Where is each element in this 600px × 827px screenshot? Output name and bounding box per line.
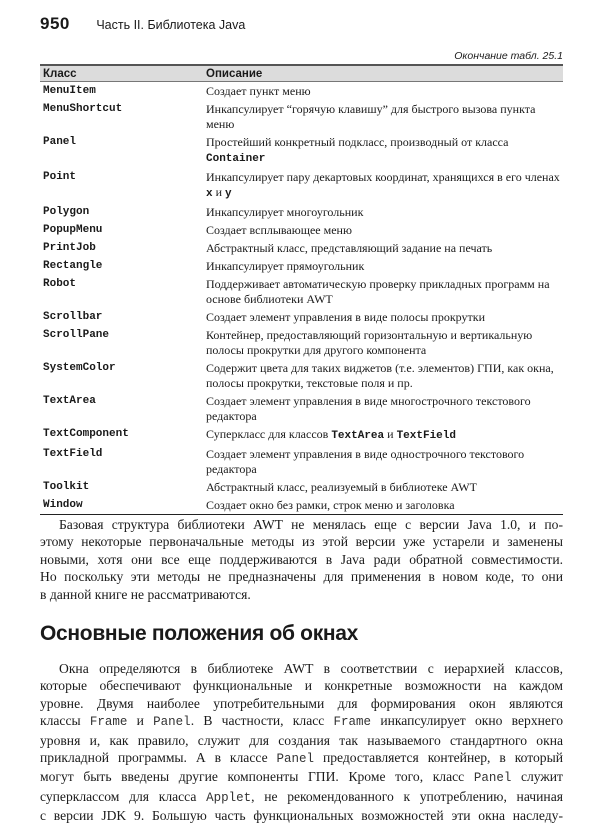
text-run: которые обеспечивают функциональные и конкретные возможности на каждом bbox=[40, 678, 563, 694]
class-description bbox=[203, 133, 563, 168]
text-line bbox=[40, 568, 563, 585]
class-name: MenuShortcut bbox=[43, 102, 123, 115]
text-run: Простейший конкретный подкласс, производный от класса bbox=[206, 134, 509, 149]
class-name: SystemColor bbox=[43, 361, 116, 374]
class-description bbox=[203, 308, 563, 326]
class-name: MenuItem bbox=[43, 84, 96, 97]
text-line bbox=[40, 732, 563, 749]
text-run: классы bbox=[40, 713, 90, 729]
table-row bbox=[40, 308, 563, 326]
text-run: Абстрактный класс, представляющий задание на печать bbox=[206, 240, 493, 255]
text-run: этому некоторые первоначальные методы из этой версии уже устарели и заменены bbox=[40, 534, 563, 550]
code-identifier: TextField bbox=[396, 429, 456, 442]
text-run: уровня и, как правило, служит для создания так называемого стандартного окна bbox=[40, 732, 563, 748]
class-description bbox=[203, 392, 563, 425]
section-heading: Основные положения об окнах bbox=[40, 622, 359, 645]
table-row bbox=[40, 425, 563, 445]
class-name: Toolkit bbox=[43, 480, 90, 493]
table-caption: Окончание табл. 25.1 bbox=[454, 50, 563, 62]
text-run: Создает всплывающее меню bbox=[206, 222, 352, 237]
class-description bbox=[203, 275, 563, 308]
class-description bbox=[203, 82, 563, 101]
class-description bbox=[203, 203, 563, 221]
class-name: Scrollbar bbox=[43, 310, 103, 323]
code-identifier: Panel bbox=[473, 771, 512, 786]
code-identifier: Panel bbox=[153, 715, 191, 730]
text-run: Создает окно без рамки, строк меню и заголовка bbox=[206, 497, 455, 512]
text-run: Создает элемент управления в виде однострочного текстового редактора bbox=[206, 446, 525, 476]
class-name: TextArea bbox=[43, 394, 96, 407]
class-name: Window bbox=[43, 498, 83, 511]
table-row bbox=[40, 359, 563, 392]
class-name: TextComponent bbox=[43, 427, 129, 440]
text-line bbox=[40, 533, 563, 550]
code-identifier: TextArea bbox=[331, 429, 385, 442]
text-line bbox=[40, 586, 563, 603]
text-run: , не рекомендованного к употреблению, начиная bbox=[251, 788, 563, 804]
code-identifier: Panel bbox=[276, 752, 315, 767]
class-name: Polygon bbox=[43, 205, 90, 218]
text-run: прикладной программы. А в классе bbox=[40, 750, 277, 766]
class-description bbox=[203, 445, 563, 478]
class-name: PopupMenu bbox=[43, 223, 103, 236]
table-row bbox=[40, 133, 563, 168]
text-run: суперклассом для класса bbox=[40, 788, 207, 804]
table-row bbox=[40, 257, 563, 275]
text-run: . В частности, класс bbox=[190, 713, 334, 729]
class-description bbox=[203, 168, 563, 203]
text-line bbox=[40, 788, 563, 807]
table-row bbox=[40, 221, 563, 239]
code-identifier: Frame bbox=[89, 715, 128, 730]
awt-classes-table bbox=[40, 64, 563, 515]
class-description bbox=[203, 257, 563, 275]
code-identifier: Frame bbox=[333, 715, 372, 730]
table-row bbox=[40, 326, 563, 359]
text-run: Контейнер, предоставляющий горизонтальную и вертикальную полосы прокрутки для другого компонента bbox=[206, 327, 533, 357]
text-run: Базовая структура библиотеки AWT не менялась еще с версии Java 1.0, и по- bbox=[59, 517, 563, 532]
table-row bbox=[40, 168, 563, 203]
text-run: и bbox=[212, 184, 226, 199]
text-run: инкапсулирует окно верхнего bbox=[371, 713, 563, 729]
text-line bbox=[40, 695, 563, 712]
text-line bbox=[40, 677, 563, 694]
class-name: TextField bbox=[43, 447, 103, 460]
code-identifier: y bbox=[225, 187, 232, 200]
text-run: Создает элемент управления в виде многострочного текстового редактора bbox=[206, 393, 531, 423]
class-description bbox=[203, 425, 563, 445]
text-run: Инкапсулирует прямоугольник bbox=[206, 258, 365, 273]
table-row bbox=[40, 275, 563, 308]
code-identifier: Applet bbox=[206, 790, 252, 805]
text-run: Создает элемент управления в виде полосы прокрутки bbox=[206, 309, 486, 324]
text-line bbox=[40, 551, 563, 568]
text-run: с версии JDK 9. Большую часть функциональных возможностей эти окна наследу- bbox=[40, 808, 563, 824]
class-description bbox=[203, 221, 563, 239]
part-title: Часть II. Библиотека Java bbox=[96, 18, 246, 32]
class-description bbox=[203, 326, 563, 359]
text-line bbox=[40, 516, 563, 533]
text-run: Абстрактный класс, реализуемый в библиотеке AWT bbox=[206, 479, 477, 494]
table-row bbox=[40, 478, 563, 496]
class-name: PrintJob bbox=[43, 241, 96, 254]
text-run: Инкапсулирует многоугольник bbox=[206, 204, 364, 219]
table-row bbox=[40, 82, 563, 101]
text-run: в данной книге не рассматриваются. bbox=[40, 586, 251, 602]
text-line bbox=[40, 768, 563, 787]
text-run: Инкапсулирует пару декартовых координат, хранящихся в его членах bbox=[206, 169, 560, 184]
code-identifier: x bbox=[206, 187, 213, 200]
text-run: могут быть введены другие компоненты ГПИ. Кроме того, класс bbox=[40, 769, 474, 785]
text-run: Создает пункт меню bbox=[206, 83, 311, 98]
class-name: Robot bbox=[43, 277, 77, 290]
text-run: предоставляется контейнер, в который bbox=[314, 750, 563, 766]
text-run: Инкапсулирует “горячую клавишу” для быстрого вызова пункта меню bbox=[206, 101, 536, 131]
text-run: Но поскольку эти методы не предназначены для применения в новом коде, то они bbox=[40, 569, 563, 585]
text-line bbox=[40, 712, 563, 731]
class-description bbox=[203, 359, 563, 392]
class-name: Panel bbox=[43, 135, 77, 148]
text-run: Суперкласс для классов bbox=[206, 426, 332, 441]
text-run: и bbox=[384, 426, 397, 441]
table-row bbox=[40, 496, 563, 515]
paragraph-awt-history bbox=[40, 516, 563, 603]
column-header-class: Класс bbox=[40, 65, 203, 82]
text-run: служит bbox=[511, 769, 563, 785]
table-row bbox=[40, 239, 563, 257]
class-name: Rectangle bbox=[43, 259, 103, 272]
text-line bbox=[40, 749, 563, 768]
column-header-description: Описание bbox=[203, 65, 563, 82]
table-row bbox=[40, 392, 563, 425]
table-row bbox=[40, 100, 563, 133]
text-run: Поддерживает автоматическую проверку прикладных программ на основе библиотеки AWT bbox=[206, 276, 550, 306]
code-identifier: Container bbox=[206, 152, 266, 165]
text-line bbox=[40, 660, 563, 677]
class-description bbox=[203, 478, 563, 496]
class-description bbox=[203, 496, 563, 515]
text-run: Содержит цвета для таких виджетов (т.е. элементов) ГПИ, как окна, полосы прокрутки, текстовые поля и пр. bbox=[206, 360, 554, 390]
class-name: Point bbox=[43, 170, 77, 183]
text-line bbox=[40, 807, 563, 824]
paragraph-windows-overview bbox=[40, 660, 563, 825]
class-description bbox=[203, 239, 563, 257]
text-run: и bbox=[127, 713, 154, 729]
text-run: Окна определяются в библиотеке AWT в соответствии с иерархией классов, bbox=[59, 661, 563, 676]
running-header bbox=[40, 14, 245, 34]
text-run: уровне. Двумя наиболее употребительными для формирования окон являются bbox=[40, 695, 563, 711]
text-run: новыми, хотя они все еще поддерживаются в Java ради обратной совместимости. bbox=[40, 551, 563, 567]
class-description bbox=[203, 100, 563, 133]
class-name: ScrollPane bbox=[43, 328, 110, 341]
table-row bbox=[40, 203, 563, 221]
page-number: 950 bbox=[40, 14, 70, 33]
table-row bbox=[40, 445, 563, 478]
